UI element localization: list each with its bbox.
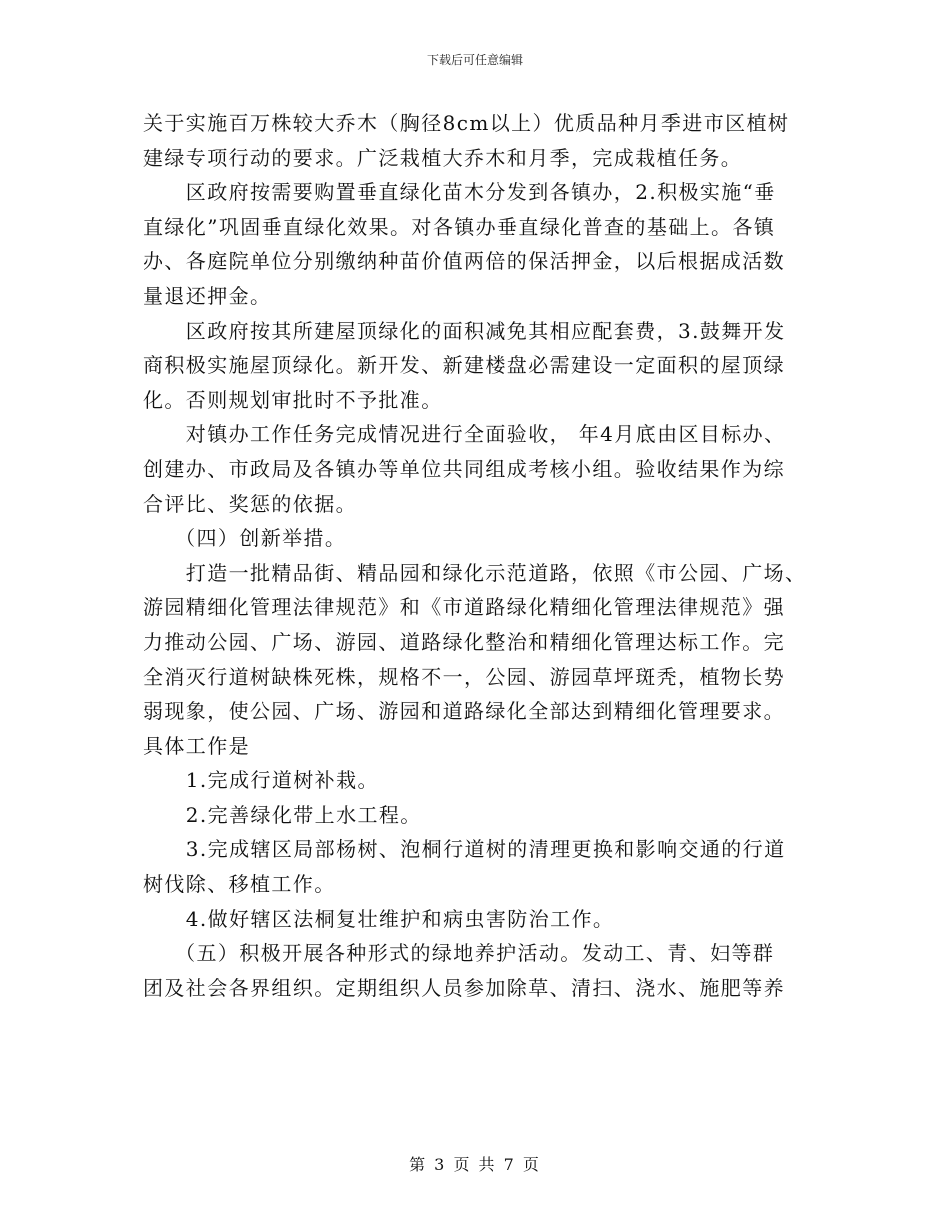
text-line: 力推动公园、广场、游园、道路绿化整治和精细化管理达标工作。完: [143, 629, 785, 654]
document-body: [143, 106, 808, 1005]
text-line: （四）创新举措。: [175, 526, 347, 551]
text-line: （五）积极开展各种形式的绿地养护活动。发动工、青、妇等群: [175, 941, 775, 966]
text-line: 对镇办工作任务完成情况进行全面验收， 年4月底由区目标办、: [185, 422, 786, 447]
text-line: 量退还押金。: [143, 283, 272, 308]
text-line: 1.完成行道树补栽。: [185, 768, 379, 793]
text-line: 商积极实施屋顶绿化。新开发、新建楼盘必需建设一定面积的屋顶绿: [143, 353, 785, 378]
text-line: 区政府按其所建屋顶绿化的面积减免其相应配套费，3.鼓舞开发: [185, 318, 786, 343]
text-line: 具体工作是: [143, 733, 250, 758]
page-header: 下载后可任意编辑: [426, 53, 523, 67]
text-line: 3.完成辖区局部杨树、泡桐行道树的清理更换和影响交通的行道: [185, 837, 786, 862]
text-line: 合评比、奖惩的依据。: [143, 491, 357, 516]
text-line: 游园精细化管理法律规范》和《市道路绿化精细化管理法律规范》强: [143, 595, 785, 620]
text-line: 弱现象，使公园、广场、游园和道路绿化全部达到精细化管理要求。: [143, 699, 785, 724]
text-line: 创建办、市政局及各镇办等单位共同组成考核小组。验收结果作为综: [143, 456, 785, 481]
text-line: 团及社会各界组织。定期组织人员参加除草、清扫、浇水、施肥等养: [143, 975, 785, 1000]
text-line: 建绿专项行动的要求。广泛栽植大乔木和月季，完成栽植任务。: [143, 145, 743, 170]
text-line: 区政府按需要购置垂直绿化苗木分发到各镇办，2.积极实施“垂: [185, 180, 776, 205]
text-line: 4.做好辖区法桐复壮维护和病虫害防治工作。: [185, 906, 615, 931]
text-line: 全消灭行道树缺株死株，规格不一，公园、游园草坪斑秃，植物长势: [143, 664, 785, 689]
text-line: 打造一批精品街、精品园和绿化示范道路，依照《市公园、广场、: [185, 560, 807, 585]
page-footer: 第 3 页 共 7 页: [409, 1155, 541, 1174]
text-line: 化。否则规划审批时不予批准。: [143, 387, 443, 412]
text-line: 办、各庭院单位分别缴纳种苗价值两倍的保活押金，以后根据成活数: [143, 249, 785, 274]
text-line: 2.完善绿化带上水工程。: [185, 802, 422, 827]
text-line: 关于实施百万株较大乔木（胸径8cm以上）优质品种月季进市区植树: [143, 111, 790, 135]
text-line: 直绿化”巩固垂直绿化效果。对各镇办垂直绿化普查的基础上。各镇: [143, 214, 776, 239]
text-line: 树伐除、移植工作。: [143, 872, 336, 897]
